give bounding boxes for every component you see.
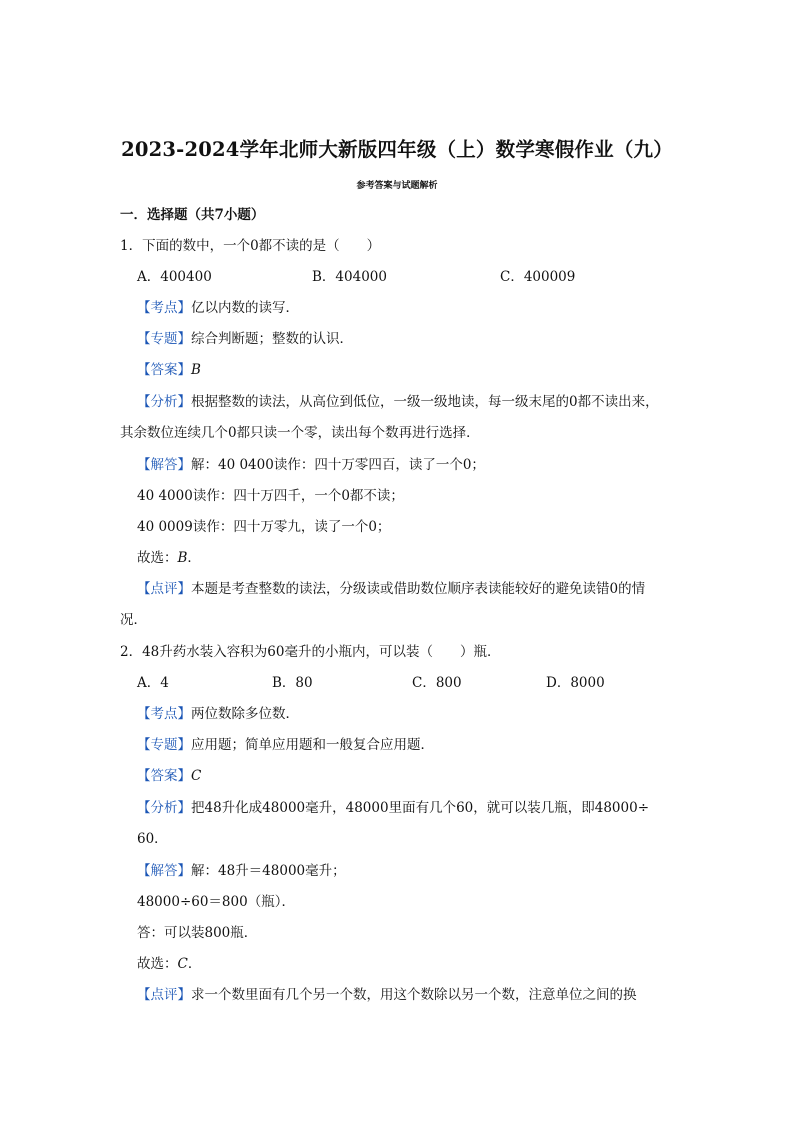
- tag-label: 答案: [150, 362, 178, 378]
- q1-select-suffix: ．: [187, 550, 201, 566]
- q2-jieda-text-1: 解：48升＝48000毫升；: [191, 863, 346, 879]
- q1-kaodian: 【考点】亿以内数的读写．: [137, 300, 299, 316]
- q1-kaodian-text: 亿以内数的读写．: [191, 300, 299, 316]
- q2-select-prefix: 故选：: [137, 956, 178, 972]
- question-2-stem: 2．48升药水装入容积为60毫升的小瓶内，可以装（ ）瓶．: [120, 644, 501, 660]
- q1-fenxi-line-1: 【分析】根据整数的读法，从高位到低位，一级一级地读，每一级末尾的0都不读出来，: [137, 394, 659, 410]
- q1-option-b: B．404000: [312, 269, 387, 285]
- q1-daan: 【答案】B: [137, 362, 201, 378]
- q1-select-prefix: 故选：: [137, 550, 178, 566]
- q1-dianping-line-1: 【点评】本题是考查整数的读法，分级读或借助数位顺序表读能较好的避免读错0的情: [137, 581, 646, 597]
- question-1-stem: 1．下面的数中，一个0都不读的是（ ）: [120, 238, 381, 254]
- page-subtitle: 参考答案与试题解析: [356, 181, 438, 191]
- q2-jieda-line-1: 【解答】解：48升＝48000毫升；: [137, 863, 346, 879]
- tag-label: 答案: [150, 768, 178, 784]
- q1-fenxi-line-2: 其余数位连续几个0都只读一个零，读出每个数再进行选择．: [120, 425, 480, 441]
- q2-fenxi-line-1: 【分析】把48升化成48000毫升，48000里面有几个60，就可以装几瓶，即48000÷: [137, 800, 650, 816]
- tag-label: 点评: [150, 987, 178, 1003]
- q1-dianping-line-2: 况．: [120, 612, 147, 628]
- q2-zhuanti-text: 应用题；简单应用题和一般复合应用题．: [191, 737, 434, 753]
- q1-dianping-text-1: 本题是考查整数的读法，分级读或借助数位顺序表读能较好的避免读错0的情: [191, 581, 646, 597]
- q2-daan: 【答案】C: [137, 768, 202, 784]
- section-heading: 一．选择题（共7小题）: [120, 207, 265, 223]
- q1-zhuanti: 【专题】综合判断题；整数的认识．: [137, 331, 353, 347]
- q1-jieda-line-3: 40 0009读作：四十万零九，读了一个0；: [137, 519, 391, 535]
- q2-dianping-line-1: 【点评】求一个数里面有几个另一个数，用这个数除以另一个数，注意单位之间的换: [137, 987, 637, 1003]
- q2-kaodian-text: 两位数除多位数．: [191, 706, 299, 722]
- q1-zhuanti-text: 综合判断题；整数的认识．: [191, 331, 353, 347]
- tag-label: 分析: [150, 800, 178, 816]
- q1-jieda-text-1: 解：40 0400读作：四十万零四百，读了一个0；: [191, 457, 485, 473]
- q1-jieda-line-1: 【解答】解：40 0400读作：四十万零四百，读了一个0；: [137, 457, 485, 473]
- q2-fenxi-line-2: 60．: [137, 831, 168, 847]
- q2-option-a: A．4: [137, 675, 169, 691]
- q2-option-b: B．80: [272, 675, 313, 691]
- q2-zhuanti: 【专题】应用题；简单应用题和一般复合应用题．: [137, 737, 434, 753]
- q2-jieda-line-4: [137, 955, 201, 973]
- q1-jieda-line-2: 40 4000读作：四十万四千，一个0都不读；: [137, 488, 404, 504]
- q2-answer: C: [191, 768, 202, 784]
- q2-fenxi-text-1: 把48升化成48000毫升，48000里面有几个60，就可以装几瓶，即48000÷: [191, 800, 650, 816]
- q2-select-answer: C: [177, 956, 188, 972]
- q2-option-c: C．800: [412, 675, 462, 691]
- q2-dianping-text-1: 求一个数里面有几个另一个数，用这个数除以另一个数，注意单位之间的换: [191, 987, 637, 1003]
- page-title: 2023-2024学年北师大新版四年级（上）数学寒假作业（九）: [121, 138, 673, 161]
- tag-label: 考点: [150, 706, 178, 722]
- tag-label: 考点: [150, 300, 178, 316]
- q1-answer: B: [191, 362, 201, 378]
- tag-label: 专题: [150, 331, 178, 347]
- q2-option-d: D．8000: [546, 675, 605, 691]
- tag-label: 解答: [150, 457, 178, 473]
- tag-label: 解答: [150, 863, 178, 879]
- q1-fenxi-text-1: 根据整数的读法，从高位到低位，一级一级地读，每一级末尾的0都不读出来，: [191, 394, 659, 410]
- tag-label: 点评: [150, 581, 178, 597]
- q1-option-c: C．400009: [500, 269, 576, 285]
- q2-jieda-line-3: 答：可以装800瓶．: [137, 925, 258, 941]
- tag-label: 专题: [150, 737, 178, 753]
- tag-label: 分析: [150, 394, 178, 410]
- q1-select-answer: B: [177, 550, 188, 566]
- q2-kaodian: 【考点】两位数除多位数．: [137, 706, 299, 722]
- q1-jieda-line-4: [137, 549, 201, 567]
- q2-jieda-line-2: 48000÷60＝800（瓶）．: [137, 894, 295, 910]
- q2-select-suffix: ．: [187, 956, 202, 972]
- q1-option-a: A．400400: [137, 269, 212, 285]
